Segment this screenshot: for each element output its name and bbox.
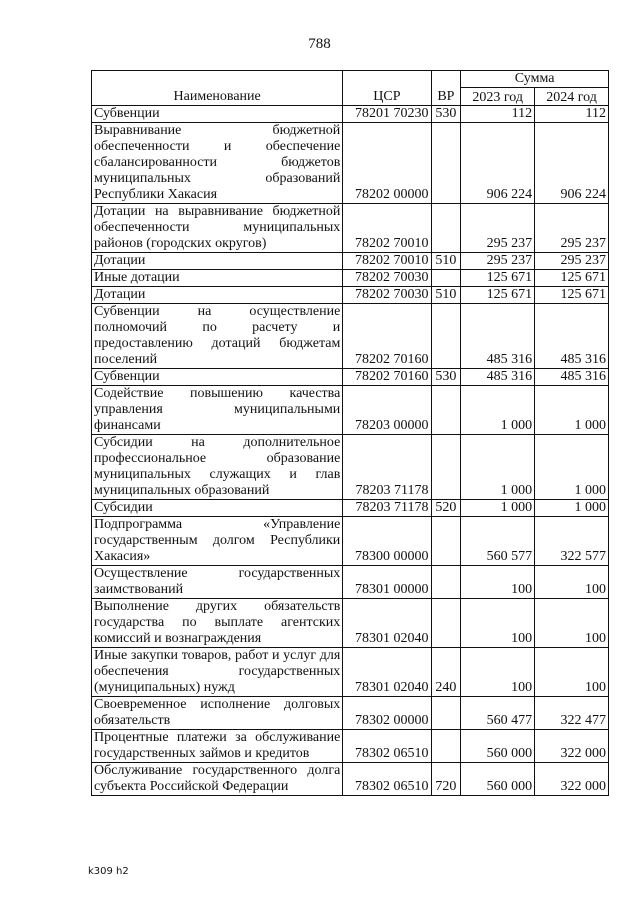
table-row [92, 304, 609, 369]
table-row [92, 697, 609, 730]
row-sum-2023: 125 671 [461, 287, 535, 304]
row-sum-2023: 485 316 [461, 369, 535, 386]
row-sum-2024: 100 [535, 648, 609, 697]
table-row [92, 730, 609, 763]
row-name: Выполнение других обязательств государства по выплате агентских комиссий и вознаграждения [92, 599, 343, 648]
row-name: Своевременное исполнение долговых обязательств [92, 697, 343, 730]
row-sum-2024: 295 237 [535, 253, 609, 270]
row-vr [431, 386, 461, 435]
row-vr [431, 123, 461, 204]
row-sum-2023: 295 237 [461, 204, 535, 253]
row-csr: 78202 70010 [343, 253, 431, 270]
row-name: Иные закупки товаров, работ и услуг для обеспечения государственных (муниципальных) нужд [92, 648, 343, 697]
row-name: Субсидии на дополнительное профессиональное образование муниципальных служащих и глав муниципальных образований [92, 435, 343, 500]
table-row [92, 599, 609, 648]
table-row [92, 287, 609, 304]
row-sum-2024: 322 000 [535, 730, 609, 763]
row-name: Обслуживание государственного долга субъекта Российской Федерации [92, 763, 343, 796]
row-vr [431, 435, 461, 500]
row-sum-2023: 112 [461, 106, 535, 123]
row-sum-2023: 1 000 [461, 435, 535, 500]
table-row [92, 517, 609, 566]
table-row [92, 648, 609, 697]
row-sum-2024: 485 316 [535, 369, 609, 386]
table-row [92, 123, 609, 204]
row-sum-2024: 100 [535, 599, 609, 648]
row-sum-2024: 125 671 [535, 287, 609, 304]
row-sum-2023: 100 [461, 648, 535, 697]
row-vr: 720 [431, 763, 461, 796]
row-vr [431, 730, 461, 763]
row-vr [431, 270, 461, 287]
row-sum-2024: 906 224 [535, 123, 609, 204]
row-sum-2024: 112 [535, 106, 609, 123]
row-vr [431, 204, 461, 253]
header-sum: Сумма [461, 71, 609, 88]
row-sum-2024: 322 477 [535, 697, 609, 730]
row-sum-2024: 1 000 [535, 500, 609, 517]
row-sum-2024: 295 237 [535, 204, 609, 253]
row-csr: 78301 02040 [343, 648, 431, 697]
row-vr: 510 [431, 253, 461, 270]
row-vr [431, 517, 461, 566]
row-sum-2023: 125 671 [461, 270, 535, 287]
row-vr [431, 599, 461, 648]
table-row [92, 369, 609, 386]
row-name: Дотации [92, 253, 343, 270]
row-csr: 78201 70230 [343, 106, 431, 123]
row-sum-2023: 100 [461, 566, 535, 599]
row-csr: 78301 02040 [343, 599, 431, 648]
row-sum-2024: 322 000 [535, 763, 609, 796]
row-vr: 510 [431, 287, 461, 304]
row-vr: 240 [431, 648, 461, 697]
row-sum-2023: 560 577 [461, 517, 535, 566]
row-sum-2024: 485 316 [535, 304, 609, 369]
row-name: Субвенции [92, 369, 343, 386]
header-vr: ВР [431, 71, 461, 106]
row-name: Иные дотации [92, 270, 343, 287]
table-row [92, 500, 609, 517]
row-name: Содействие повышению качества управления муниципальными финансами [92, 386, 343, 435]
row-sum-2023: 560 477 [461, 697, 535, 730]
row-sum-2023: 100 [461, 599, 535, 648]
row-sum-2023: 1 000 [461, 500, 535, 517]
row-csr: 78202 70160 [343, 304, 431, 369]
row-name: Субвенции [92, 106, 343, 123]
row-name: Подпрограмма «Управление государственным долгом Республики Хакасия» [92, 517, 343, 566]
row-sum-2023: 560 000 [461, 730, 535, 763]
row-vr: 520 [431, 500, 461, 517]
row-sum-2023: 906 224 [461, 123, 535, 204]
row-csr: 78203 71178 [343, 500, 431, 517]
row-csr: 78202 70030 [343, 287, 431, 304]
header-csr: ЦСР [343, 71, 431, 106]
row-csr: 78302 06510 [343, 730, 431, 763]
row-csr: 78302 00000 [343, 697, 431, 730]
row-sum-2024: 1 000 [535, 386, 609, 435]
row-csr: 78202 00000 [343, 123, 431, 204]
row-name: Дотации [92, 287, 343, 304]
table-row [92, 763, 609, 796]
row-name: Осуществление государственных заимствований [92, 566, 343, 599]
header-year-2024: 2024 год [535, 88, 609, 106]
row-sum-2023: 1 000 [461, 386, 535, 435]
row-csr: 78202 70160 [343, 369, 431, 386]
row-sum-2023: 485 316 [461, 304, 535, 369]
table-row [92, 386, 609, 435]
row-sum-2024: 125 671 [535, 270, 609, 287]
row-csr: 78203 00000 [343, 386, 431, 435]
row-vr [431, 566, 461, 599]
row-vr [431, 697, 461, 730]
row-name: Процентные платежи за обслуживание государственных займов и кредитов [92, 730, 343, 763]
footer-code: k309 h2 [88, 866, 129, 877]
row-sum-2023: 295 237 [461, 253, 535, 270]
header-row-1 [92, 71, 609, 88]
row-sum-2024: 100 [535, 566, 609, 599]
row-csr: 78301 00000 [343, 566, 431, 599]
row-csr: 78202 70030 [343, 270, 431, 287]
page-number: 788 [308, 36, 331, 52]
row-vr: 530 [431, 106, 461, 123]
row-name: Дотации на выравнивание бюджетной обеспеченности муниципальных районов (городских округов) [92, 204, 343, 253]
table-row [92, 253, 609, 270]
row-name: Субсидии [92, 500, 343, 517]
row-csr: 78203 71178 [343, 435, 431, 500]
row-vr: 530 [431, 369, 461, 386]
row-sum-2024: 1 000 [535, 435, 609, 500]
table-row [92, 270, 609, 287]
table-row [92, 566, 609, 599]
row-name: Субвенции на осуществление полномочий по расчету и предоставлению дотаций бюджетам поселений [92, 304, 343, 369]
row-vr [431, 304, 461, 369]
table-row [92, 204, 609, 253]
table-row [92, 435, 609, 500]
table-row [92, 106, 609, 123]
row-csr: 78300 00000 [343, 517, 431, 566]
row-csr: 78302 06510 [343, 763, 431, 796]
row-csr: 78202 70010 [343, 204, 431, 253]
row-sum-2023: 560 000 [461, 763, 535, 796]
row-name: Выравнивание бюджетной обеспеченности и обеспечение сбалансированности бюджетов муниципальных образований Республики Хакасия [92, 123, 343, 204]
budget-table [91, 70, 609, 796]
row-sum-2024: 322 577 [535, 517, 609, 566]
header-name: Наименование [92, 71, 343, 106]
header-year-2023: 2023 год [461, 88, 535, 106]
